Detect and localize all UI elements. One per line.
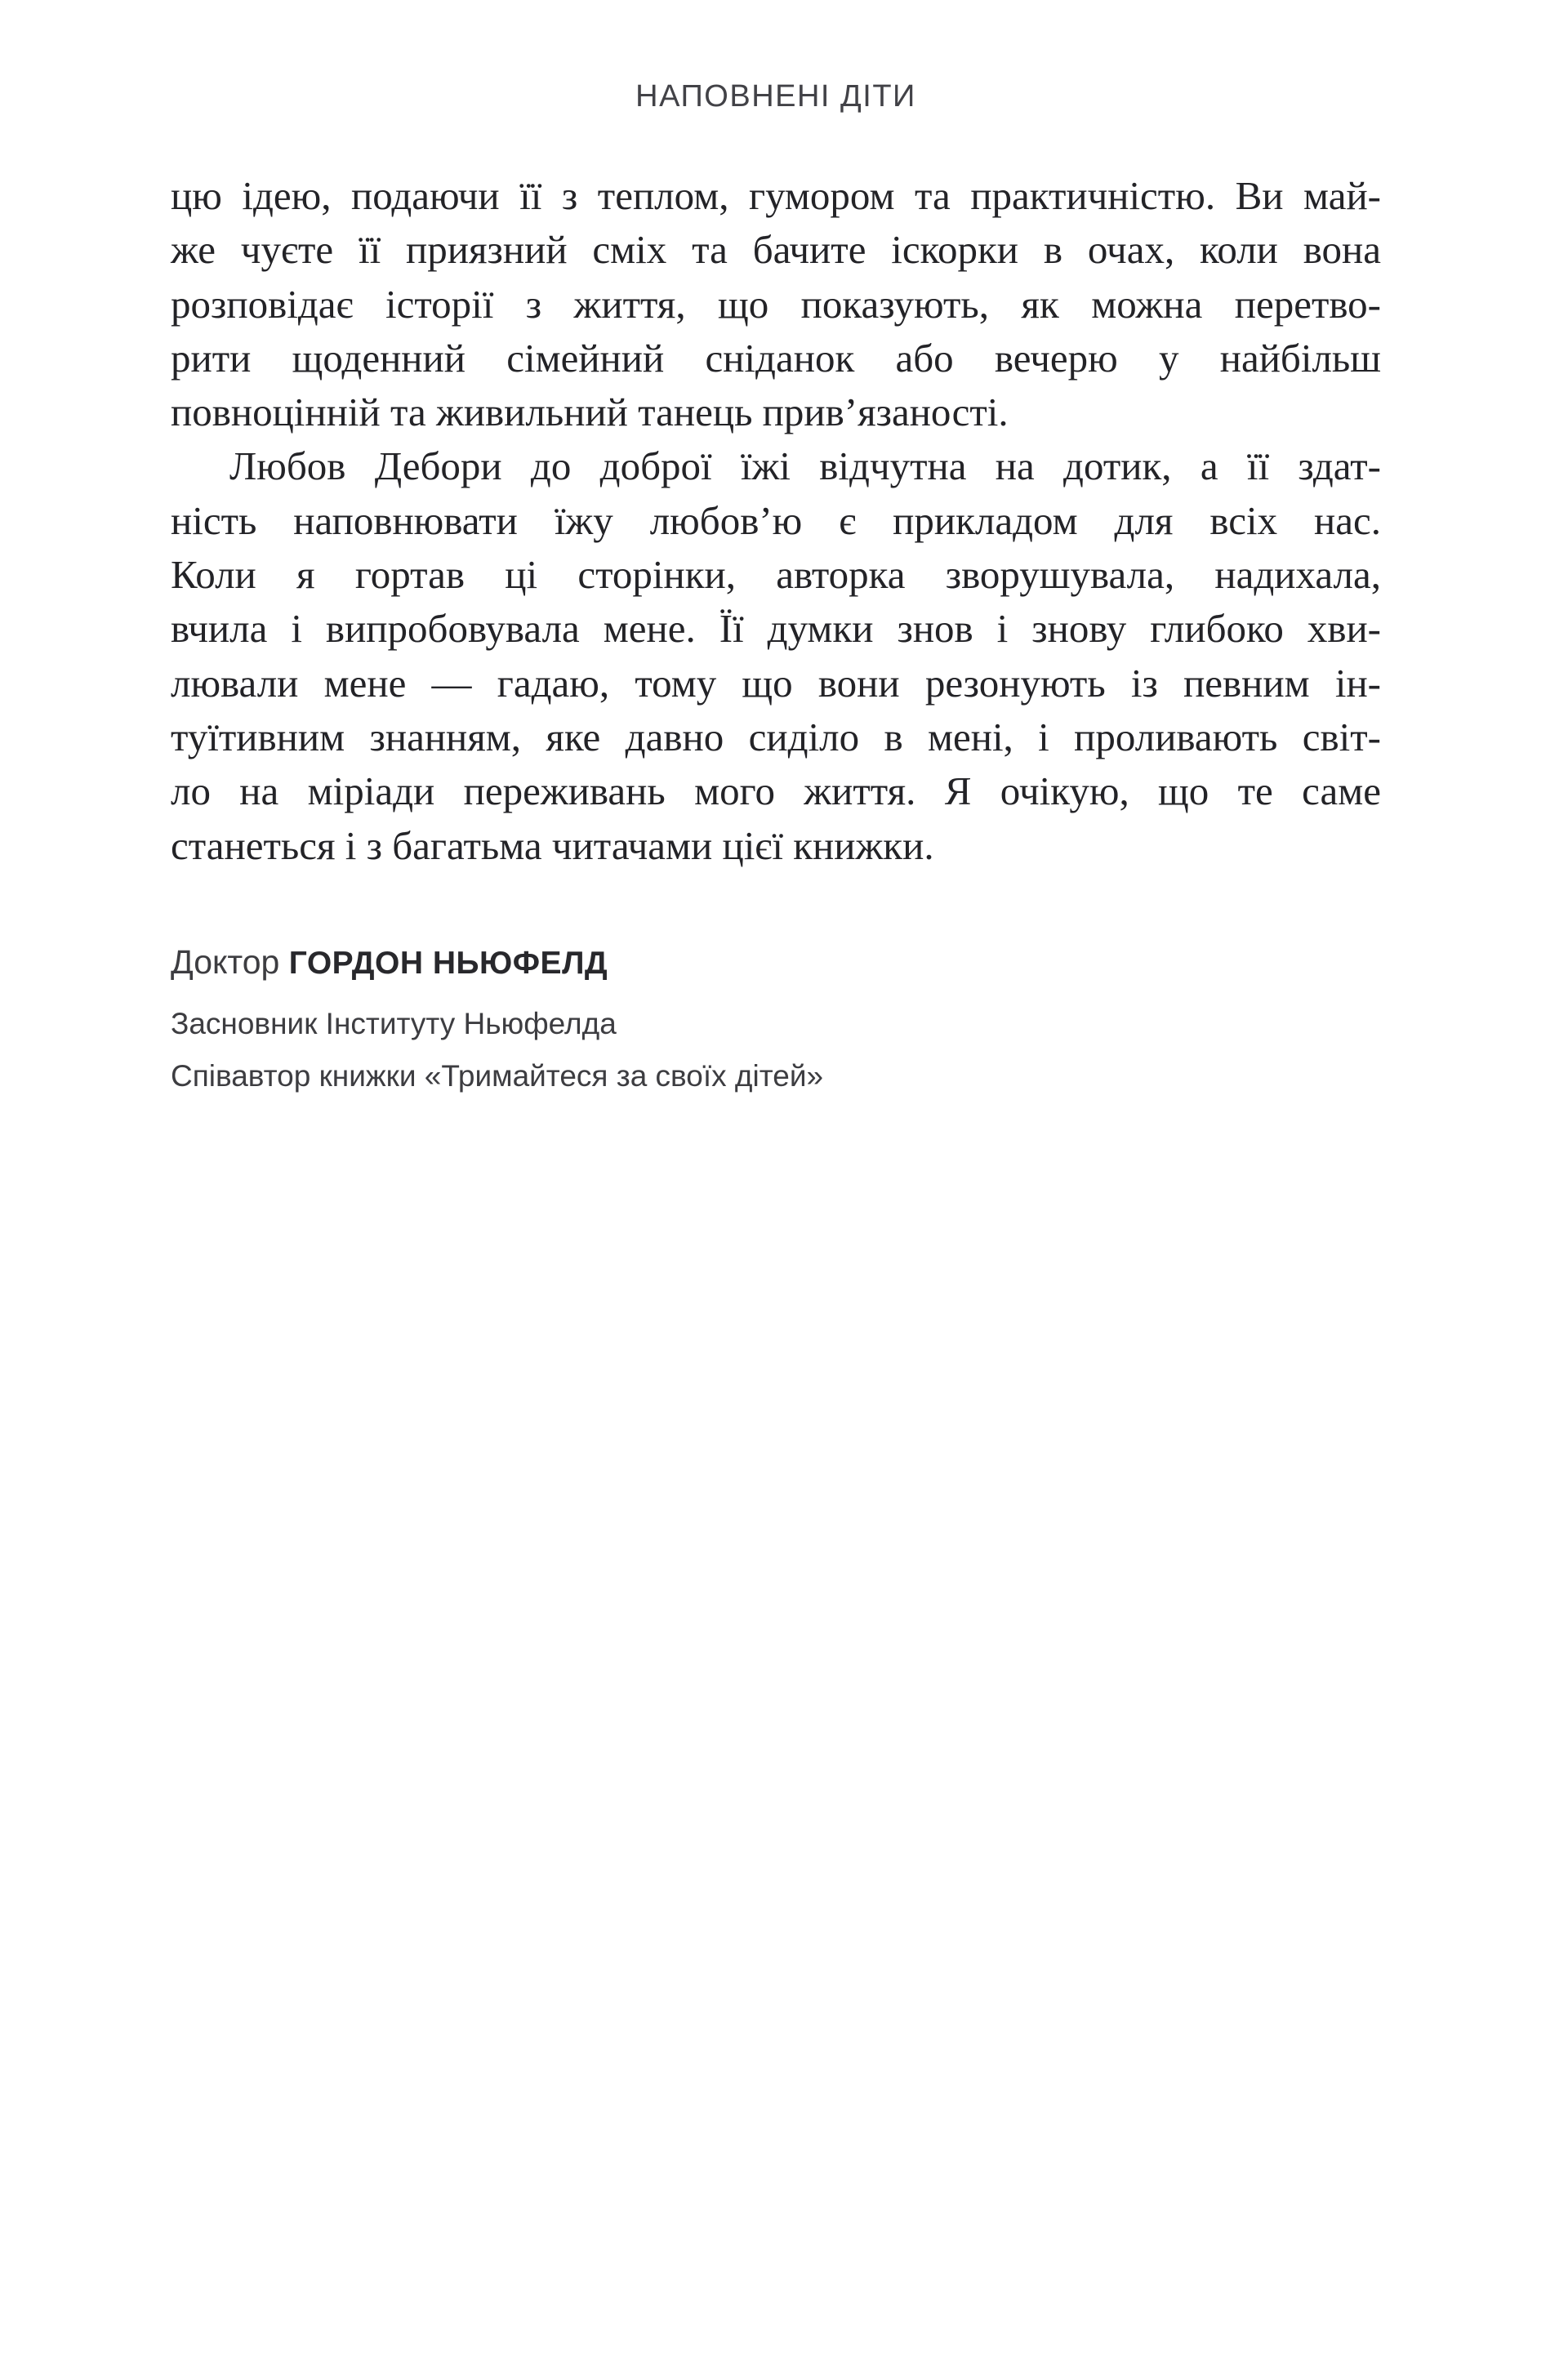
paragraph-1 [171, 169, 1381, 439]
running-head: НАПОВНЕНІ ДІТИ [635, 79, 916, 114]
text-line: вчила і випробовувала мене. Її думки знов і знову глибоко хви- [171, 606, 1381, 652]
text-line: туїтивним знанням, яке давно сиділо в мені, і проливають світ- [171, 714, 1381, 759]
text-line: ність наповнювати їжу любов’ю є прикладом для всіх нас. [171, 497, 1381, 543]
text-line: розповідає історії з життя, що показують, як можна перетво- [171, 281, 1381, 327]
author-title: Доктор [171, 943, 289, 981]
body-text [171, 169, 1381, 873]
text-line: повноцінній та живильний танець прив’язаності. [171, 390, 1009, 435]
author-role-coauthor: Співавтор книжки «Тримайтеся за своїх дітей» [171, 1059, 824, 1093]
signature-block [171, 941, 823, 1102]
text-line: рити щоденний сімейний сніданок або вечерю у найбільш [171, 335, 1381, 381]
author-name: ГОРДОН НЬЮФЕЛД [288, 946, 608, 981]
paragraph-2 [171, 439, 1381, 872]
text-line: Любов Дебори до доброї їжі відчутна на дотик, а її здат- [229, 443, 1381, 489]
text-line: цю ідею, подаючи її з теплом, гумором та практичністю. Ви май- [171, 173, 1381, 218]
text-line: лювали мене — гадаю, тому що вони резонують із певним ін- [171, 660, 1381, 706]
text-line: же чуєте її приязний сміх та бачите іскорки в очах, коли вона [171, 227, 1381, 273]
text-line: Коли я гортав ці сторінки, авторка зворушувала, надихала, [171, 552, 1381, 598]
text-line: станеться і з багатьма читачами цієї книжки. [171, 822, 934, 868]
author-line [171, 941, 823, 985]
text-line: ло на міріади переживань мого життя. Я очікую, що те саме [171, 768, 1381, 814]
author-role-founder: Засновник Інституту Ньюфелда [171, 1007, 617, 1040]
